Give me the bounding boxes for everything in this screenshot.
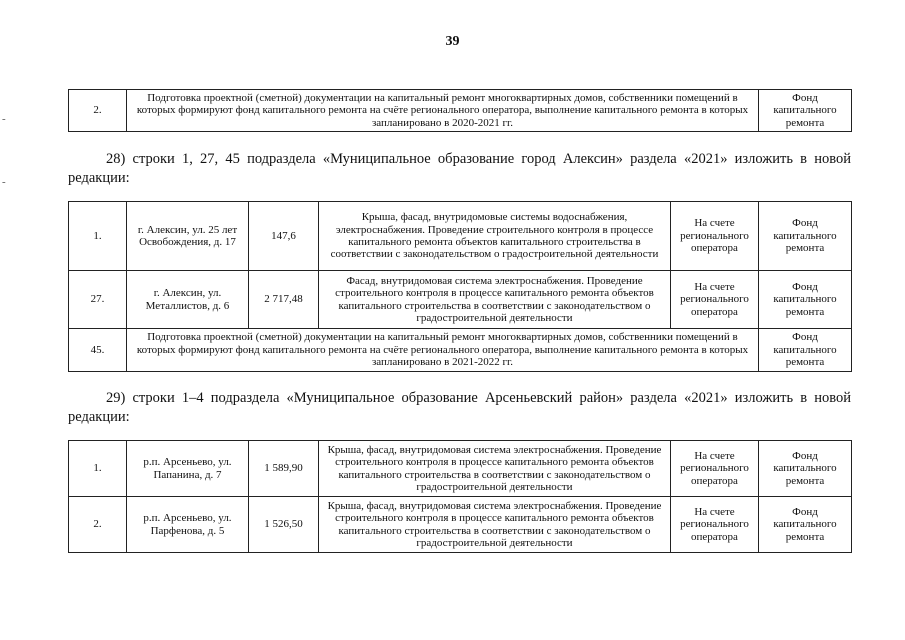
row-number: 27. (69, 271, 127, 329)
table-continuation (68, 89, 852, 132)
works-description: Подготовка проектной (сметной) документации на капитальный ремонт многоквартирных домов, собственники помещений в которых формируют фонд капитального ремонта на счёте регионального оператора, выполнение капитального ремонта в которых запланировано в 2021-2022 гг. (127, 329, 759, 372)
funding-source: Фонд капитального ремонта (759, 441, 852, 497)
area-cell: 2 717,48 (249, 271, 319, 329)
funding-source: Фонд капитального ремонта (759, 329, 852, 372)
area-cell: 147,6 (249, 202, 319, 271)
table-aleksin (68, 201, 852, 372)
area-cell: 1 526,50 (249, 497, 319, 553)
account-cell: На счете регионального оператора (671, 271, 759, 329)
address-cell: р.п. Арсеньево, ул. Парфенова, д. 5 (127, 497, 249, 553)
account-cell: На счете регионального оператора (671, 441, 759, 497)
table-row (69, 271, 852, 329)
table-arsenyevo (68, 440, 852, 553)
margin-mark: - (2, 113, 6, 125)
works-cell: Крыша, фасад, внутридомовая система электроснабжения. Проведение строительного контроля в процессе капитального ремонта объектов капитального строительства в соответствии с законодательством о градостроительной деятельности (319, 497, 671, 553)
area-cell: 1 589,90 (249, 441, 319, 497)
funding-source: Фонд капитального ремонта (759, 497, 852, 553)
row-number: 1. (69, 202, 127, 271)
row-number: 2. (69, 90, 127, 132)
works-cell: Фасад, внутридомовая система электроснабжения. Проведение строительного контроля в процессе капитального ремонта объектов капитального строительства в соответствии с законодательством о градостроительной деятельности (319, 271, 671, 329)
paragraph-29: 29) строки 1–4 подраздела «Муниципальное образование Арсеньевский район» раздела «2021» изложить в новой редакции: (68, 390, 851, 425)
address-cell: г. Алексин, ул. 25 лет Освобождения, д. 17 (127, 202, 249, 271)
works-description: Подготовка проектной (сметной) документации на капитальный ремонт многоквартирных домов, собственники помещений в которых формируют фонд капитального ремонта на счёте регионального оператора, выполнение капитального ремонта в которых запланировано в 2020-2021 гг. (127, 90, 759, 132)
funding-source: Фонд капитального ремонта (759, 90, 852, 132)
works-cell: Крыша, фасад, внутридомовые системы водоснабжения, электроснабжения. Проведение строительного контроля в процессе капитального ремонта объектов капитального строительства в соответствии с законодательством о градостроительной деятельности (319, 202, 671, 271)
address-cell: г. Алексин, ул. Металлистов, д. 6 (127, 271, 249, 329)
address-cell: р.п. Арсеньево, ул. Папанина, д. 7 (127, 441, 249, 497)
funding-source: Фонд капитального ремонта (759, 271, 852, 329)
works-cell: Крыша, фасад, внутридомовая система электроснабжения. Проведение строительного контроля в процессе капитального ремонта объектов капитального строительства в соответствии с законодательством о градостроительной деятельности (319, 441, 671, 497)
table-row (69, 329, 852, 372)
funding-source: Фонд капитального ремонта (759, 202, 852, 271)
table-row (69, 202, 852, 271)
margin-mark: - (2, 176, 6, 188)
table-row (69, 441, 852, 497)
table-row (69, 497, 852, 553)
paragraph-28: 28) строки 1, 27, 45 подраздела «Муниципальное образование город Алексин» раздела «2021» изложить в новой редакции: (68, 151, 851, 186)
account-cell: На счете регионального оператора (671, 202, 759, 271)
account-cell: На счете регионального оператора (671, 497, 759, 553)
row-number: 45. (69, 329, 127, 372)
page-number: 39 (445, 34, 460, 49)
table-row (69, 90, 852, 132)
row-number: 2. (69, 497, 127, 553)
row-number: 1. (69, 441, 127, 497)
